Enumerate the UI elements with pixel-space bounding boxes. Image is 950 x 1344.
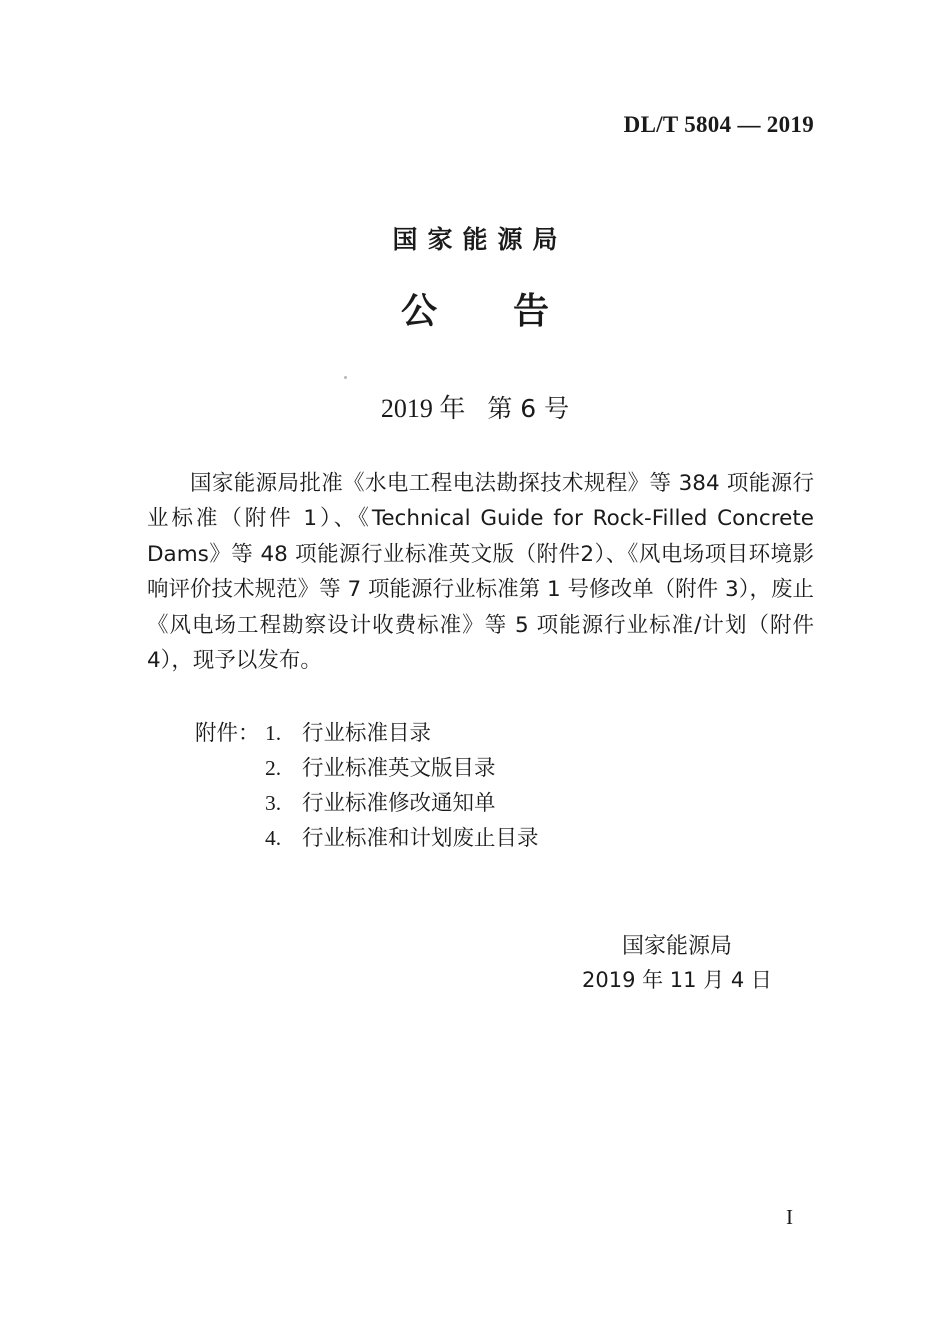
list-item (195, 821, 539, 856)
attachment-label: 附件： (195, 721, 260, 746)
document-type: 公告 (400, 291, 625, 332)
attachment-number: 1. (265, 721, 282, 745)
page-number: I (786, 1205, 793, 1229)
scan-speck (344, 376, 347, 379)
issue-year: 2019 年 (380, 394, 466, 423)
list-item (195, 716, 539, 751)
attachment-number: 4. (265, 826, 282, 850)
attachment-title: 行业标准和计划废止目录 (302, 826, 539, 851)
issue-line (0, 388, 950, 425)
signature-organization: 国家能源局 (622, 934, 733, 959)
attachment-title: 行业标准修改通知单 (302, 791, 496, 816)
attachment-title: 行业标准目录 (302, 721, 432, 746)
attachment-title: 行业标准英文版目录 (302, 756, 496, 781)
issue-number: 第 6 号 (487, 394, 570, 423)
issuing-agency: 国家能源局 (392, 225, 568, 254)
standard-code: DL/T 5804 — 2019 (623, 112, 814, 137)
attachment-number: 3. (265, 791, 282, 815)
list-item (195, 786, 539, 821)
attachment-list (195, 716, 539, 856)
signature-date: 2019 年 11 月 4 日 (582, 968, 772, 992)
announcement-paragraph: 国家能源局批准《水电工程电法勘探技术规程》等 384 项能源行业标准（附件 1）、《Technical Guide for Rock-Filled Concrete Dams》等 48 项能源行业标准英文版（附件2）、《风电场项目环境影响评价技术规范》等 7 项能源行业标准第 1 号修改单（附件 3），废止《风电场工程勘察设计收费标准》等 5 项能源行业标准/计划（附件 4），现予以发布。 (147, 471, 814, 674)
list-item (195, 751, 539, 786)
attachment-number: 2. (265, 756, 282, 780)
